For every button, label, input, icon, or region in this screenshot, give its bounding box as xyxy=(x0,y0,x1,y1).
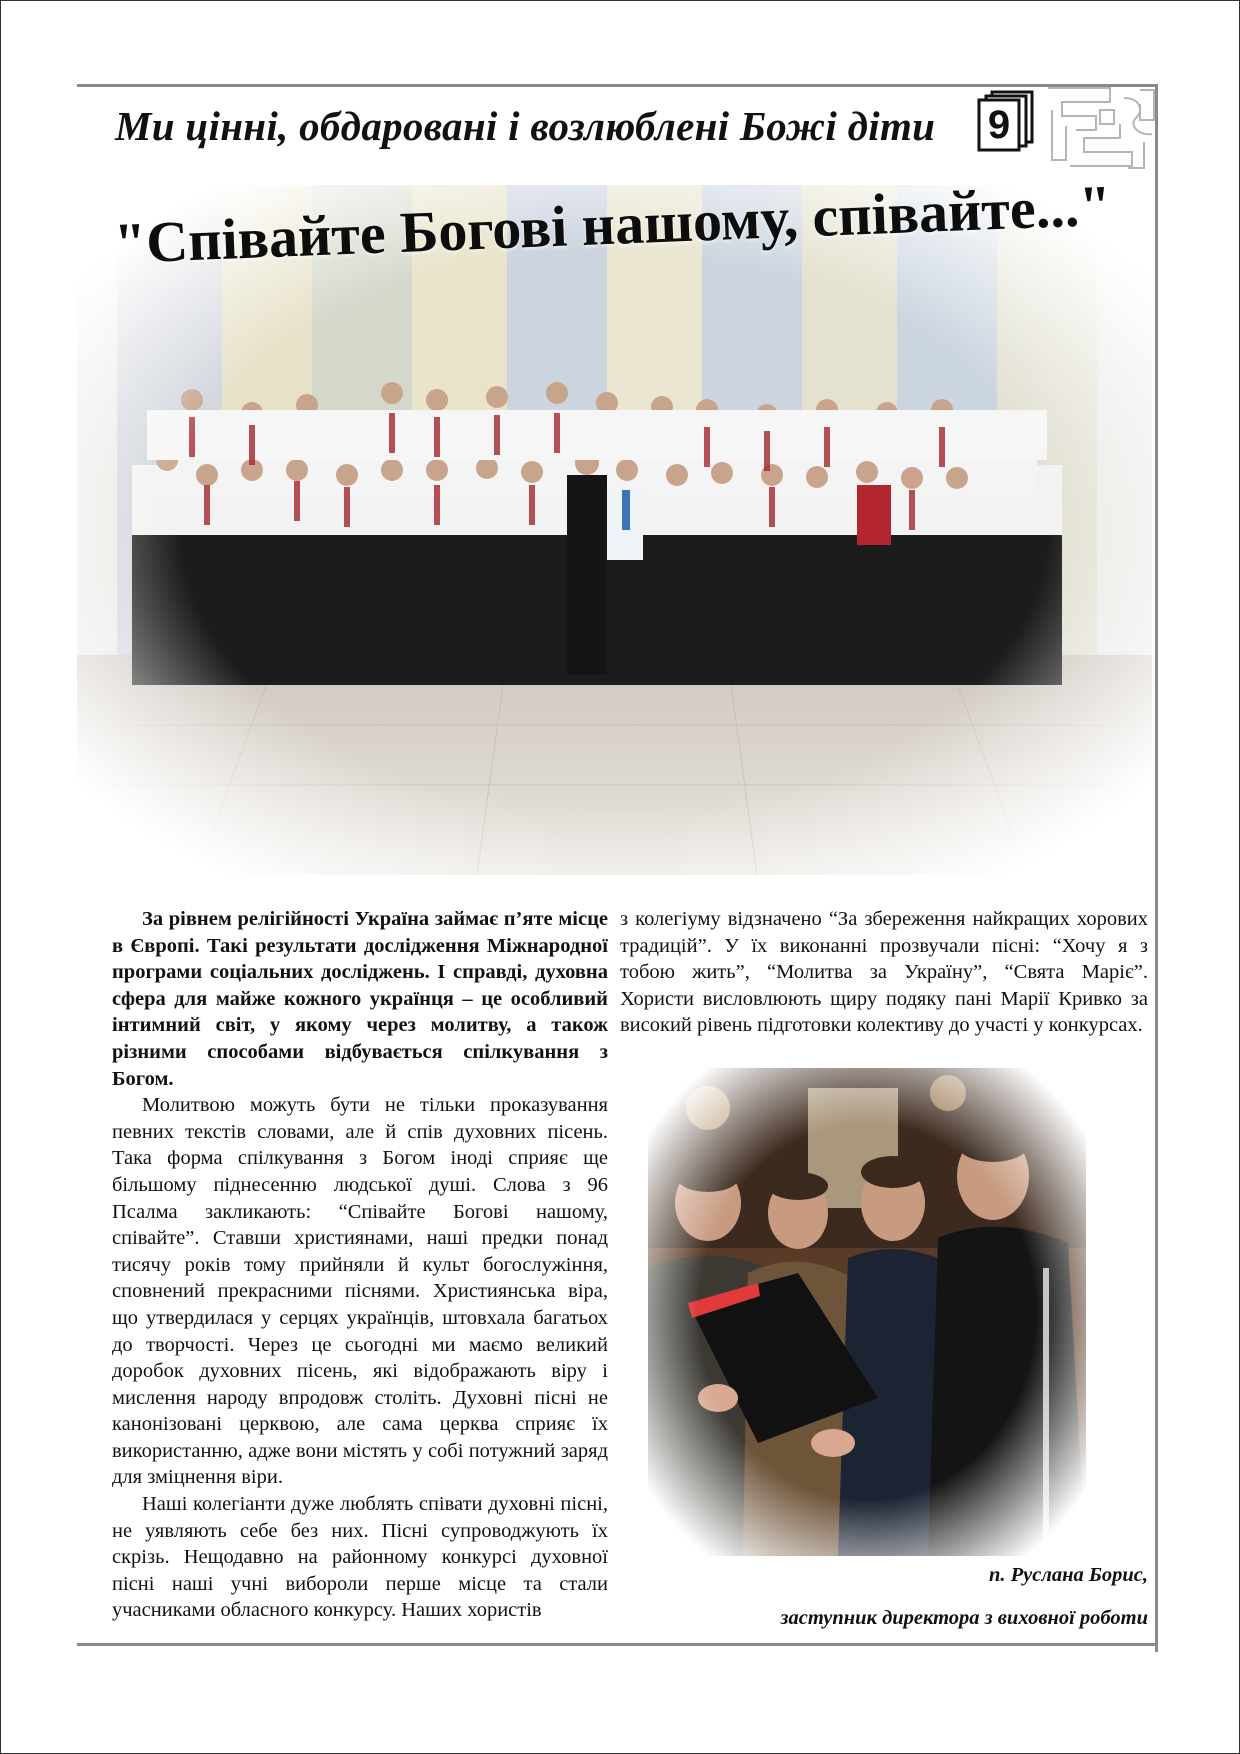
article-column-right xyxy=(620,906,1148,1039)
page-number: 9 xyxy=(987,103,1011,147)
article-lead: За рівнем релігійності Україна займає п’яте місце в Європі. Такі результати дослідження Міжнародної програми соціальних досліджень. І справді, духовна сфера для майже кожного українця – це особливий інтимний світ, у якому через молитву, а також різними способами відбувається спілкування з Богом. xyxy=(112,908,608,1090)
right-column-rule xyxy=(1155,84,1158,1652)
header-top-rule xyxy=(77,84,1155,87)
author-position: заступник директора з виховної роботи xyxy=(780,1607,1148,1629)
choir-group-photo xyxy=(77,185,1152,875)
footer-rule xyxy=(77,1643,1155,1646)
boys-singing-photo xyxy=(648,1068,1086,1556)
header-title: Ми цінні, обдаровані і возлюблені Божі діти xyxy=(115,103,936,149)
article-paragraph-2: Молитвою можуть бути не тільки проказування певних текстів словами, але й спів духовних пісень. Така форма спілкування з Богом іноді сприяє ще більшому піднесенню людської душі. Слова з 96 Псалма закликають: “Співайте Богові нашому, співайте”. Ставши християнами, наші предки понад тисячу років тому прийняли й культ богослужіння, сповнений прекрасними піснями. Християнська віра, що утвердилася у серцях українців, штовхала багатьох до творчості. Через це сьогодні ми маємо великий доробок духовних пісень, які відображають віру і мислення народу впродовж століть. Духовні пісні не канонізовані церквою, але сама церква сприяє їх використанню, адже вони містять у собі потужний заряд для зміцнення віри. xyxy=(112,1094,608,1489)
article-headline: "Співайте Богові нашому, співайте..." xyxy=(112,172,1113,276)
page-number-badge xyxy=(976,90,1036,152)
article-paragraph-3: Наші колегіанти дуже люблять співати духовні пісні, не уявляють себе без них. Пісні супроводжують їх скрізь. Нещодавно на районному конкурсі духовної пісні наші учні вибороли перше місце та стали учасниками обласного конкурсу. Наших хористів xyxy=(112,1493,608,1622)
ornament-icon xyxy=(1040,80,1162,174)
article-column-left xyxy=(112,906,608,1624)
author-name: п. Руслана Борис, xyxy=(988,1564,1148,1586)
article-paragraph-4: з колегіуму відзначено “За збереження найкращих хорових традицій”. У їх виконанні прозвучали пісні: “Хочу я з тобою жить”, “Молитва за Україну”, “Свята Маріє”. Хористи висловлюють щиру подяку пані Марії Кривко за високий рівень підготовки колективу до участі у конкурсах. xyxy=(620,908,1148,1037)
